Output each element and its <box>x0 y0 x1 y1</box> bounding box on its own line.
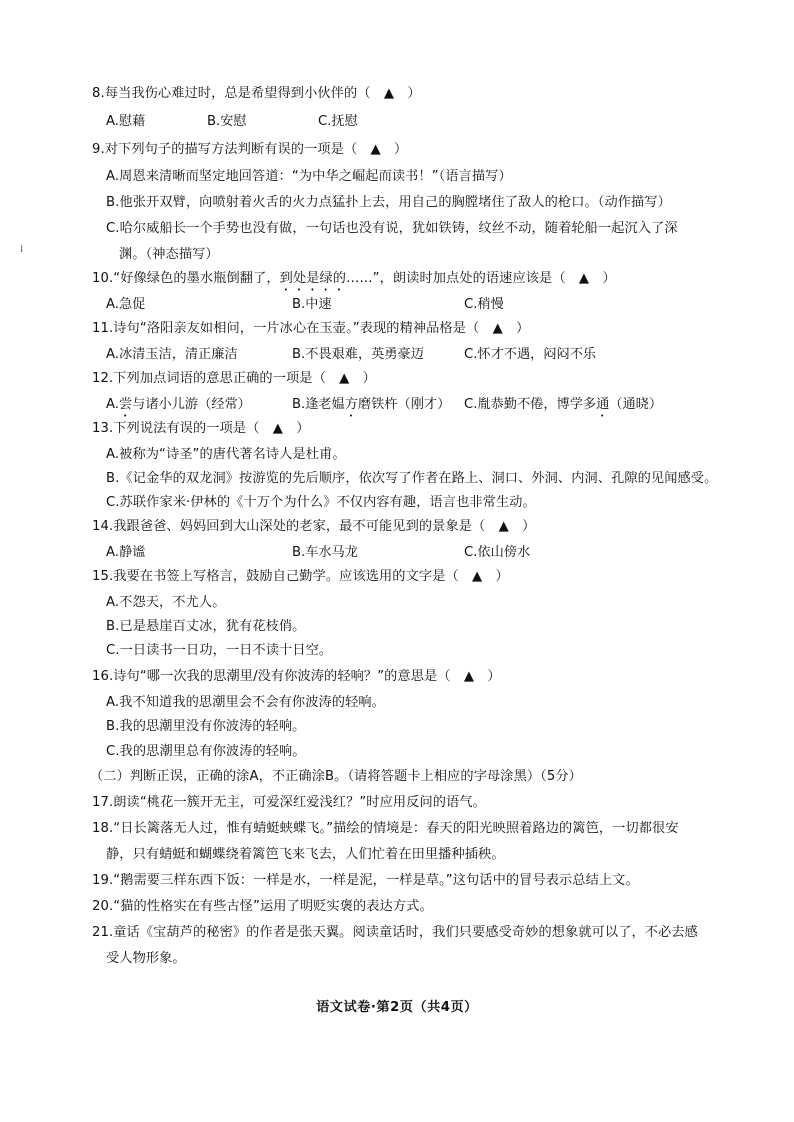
q15-stem: 15.我要在书签上写格言，鼓励自己勤学。应该选用的文字是（ ▲ ） <box>92 569 509 584</box>
q13-option-b: B.《记金华的双龙洞》按游览的先后顺序，依次写了作者在路上、洞口、外洞、内洞、孔隙的见闻感受。 <box>106 471 718 486</box>
q12-stem: 12.下列加点词语的意思正确的一项是（ ▲ ） <box>92 371 376 386</box>
q9-option-c: C.哈尔威船长一个手势也没有做，一句话也没有说，犹如铁铸，纹丝不动，随着轮船一起沉入了深 <box>106 221 678 236</box>
q11-option-b: B.不畏艰难，英勇豪迈 <box>292 347 424 362</box>
margin-mark: ⁞ <box>20 244 24 255</box>
q12-b-suffix: 刚才） <box>410 397 451 412</box>
q12-a-dotted: 尝 <box>118 397 133 412</box>
q8-option-b: B.安慰 <box>207 114 247 129</box>
q19: 19.“鹅需要三样东西下饭：一样是水，一样是泥，一样是草。”这句话中的冒号表示总结上文。 <box>92 873 639 888</box>
q8-option-c: C.抚慰 <box>318 114 358 129</box>
q10-stem-post: ……”，朗读时加点处的语速应该是（ ▲ ） <box>346 271 616 286</box>
q11-option-c: C.怀才不遇，闷闷不乐 <box>464 347 597 362</box>
q16-option-b: B.我的思潮里没有你波涛的轻响。 <box>106 719 306 734</box>
q10-option-b: B.中速 <box>292 297 332 312</box>
q12-a-prefix: A. <box>106 397 119 412</box>
q21-line2: 受人物形象。 <box>106 951 186 966</box>
q13-stem: 13.下列说法有误的一项是（ ▲ ） <box>92 421 310 436</box>
q18-line2: 静，只有蜻蜓和蝴蝶绕着篱笆飞来飞去，人们忙着在田里播种插秧。 <box>106 847 505 862</box>
q10-option-a: A.急促 <box>106 297 146 312</box>
q16-stem: 16.诗句“哪一次我的思潮里/没有你波涛的轻响？”的意思是（ ▲ ） <box>92 669 501 684</box>
q12-c-prefix: C.胤恭勤不倦，博学多 <box>464 397 597 412</box>
q12-b-prefix-rest: 磨铁杵（ <box>358 397 411 412</box>
q20: 20.“猫的性格实在有些古怪”运用了明贬实褒的表达方式。 <box>92 899 433 914</box>
q16-option-c: C.我的思潮里总有你波涛的轻响。 <box>106 744 306 759</box>
q9-stem: 9.对下列句子的描写方法判断有误的一项是（ ▲ ） <box>92 142 408 157</box>
q9-option-c-cont: 渊。（神态描写） <box>119 247 219 262</box>
q18-line1: 18.“日长篱落无人过，惟有蜻蜓蛱蝶飞。”描绘的情境是：春天的阳光映照着路边的篱笆，一切都很安 <box>92 821 679 836</box>
q12-b-dotted: 方 <box>344 397 358 412</box>
q10-dotted-words: 到处是绿的 <box>279 271 347 286</box>
q8-option-a: A.慰藉 <box>106 114 146 129</box>
q13-option-c: C.苏联作家米·伊林的《十万个为什么》不仅内容有趣，语言也非常生动。 <box>106 495 536 510</box>
q10-option-c: C.稍慢 <box>464 297 504 312</box>
q9-option-b: B.他张开双臂，向喷射着火舌的火力点猛扑上去，用自己的胸膛堵住了敌人的枪口。（动作描写） <box>106 195 671 210</box>
q15-option-a: A.不怨天，不尤人。 <box>106 595 226 610</box>
q14-option-a: A.静谧 <box>106 545 146 560</box>
q12-b-prefix-part: B.逢老媪 <box>292 397 345 412</box>
q15-option-c: C.一日读书一日功，一日不读十日空。 <box>106 643 333 658</box>
q10-stem-pre: 10.“好像绿色的墨水瓶倒翻了， <box>92 271 280 286</box>
q16-option-a: A.我不知道我的思潮里会不会有你波涛的轻响。 <box>106 695 385 710</box>
q12-c-dotted: 通 <box>596 397 610 412</box>
q11-stem: 11.诗句“洛阳亲友如相问，一片冰心在玉壶。”表现的精神品格是（ ▲ ） <box>92 321 530 336</box>
q12-a-suffix: 与诸小儿游（经常） <box>132 397 251 412</box>
q12-option-a <box>106 396 251 420</box>
q15-option-b: B.已是悬崖百丈冰，犹有花枝俏。 <box>106 619 306 634</box>
q10-stem <box>92 270 616 294</box>
q21-line1: 21.童话《宝葫芦的秘密》的作者是张天翼。阅读童话时，我们只要感受奇妙的想象就可以了，不必去感 <box>92 925 698 940</box>
q9-option-a: A.周恩来清晰而坚定地回答道：“为中华之崛起而读书！”（语言描写） <box>106 169 512 184</box>
q8-stem: 8.每当我伤心难过时，总是希望得到小伙伴的（ ▲ ） <box>92 86 421 101</box>
q12-b-prefix <box>292 397 411 412</box>
q14-option-b: B.车水马龙 <box>292 545 358 560</box>
q12-c-suffix: （通晓） <box>609 397 663 412</box>
q12-option-b <box>292 396 450 420</box>
q17: 17.朗读“桃花一簇开无主，可爱深红爱浅红？”时应用反问的语气。 <box>92 795 486 810</box>
page-footer: 语文试卷·第2页（共4页） <box>316 1000 478 1015</box>
q13-option-a: A.被称为“诗圣”的唐代著名诗人是杜甫。 <box>106 447 346 462</box>
q14-option-c: C.依山傍水 <box>464 545 531 560</box>
q14-stem: 14.我跟爸爸、妈妈回到大山深处的老家，最不可能见到的景象是（ ▲ ） <box>92 519 536 534</box>
section-2-heading: （二）判断正误，正确的涂A，不正确涂B。（请将答题卡上相应的字母涂黑）（5分） <box>90 769 582 784</box>
q12-option-c <box>464 396 662 420</box>
q11-option-a: A.冰清玉洁，清正廉洁 <box>106 347 238 362</box>
